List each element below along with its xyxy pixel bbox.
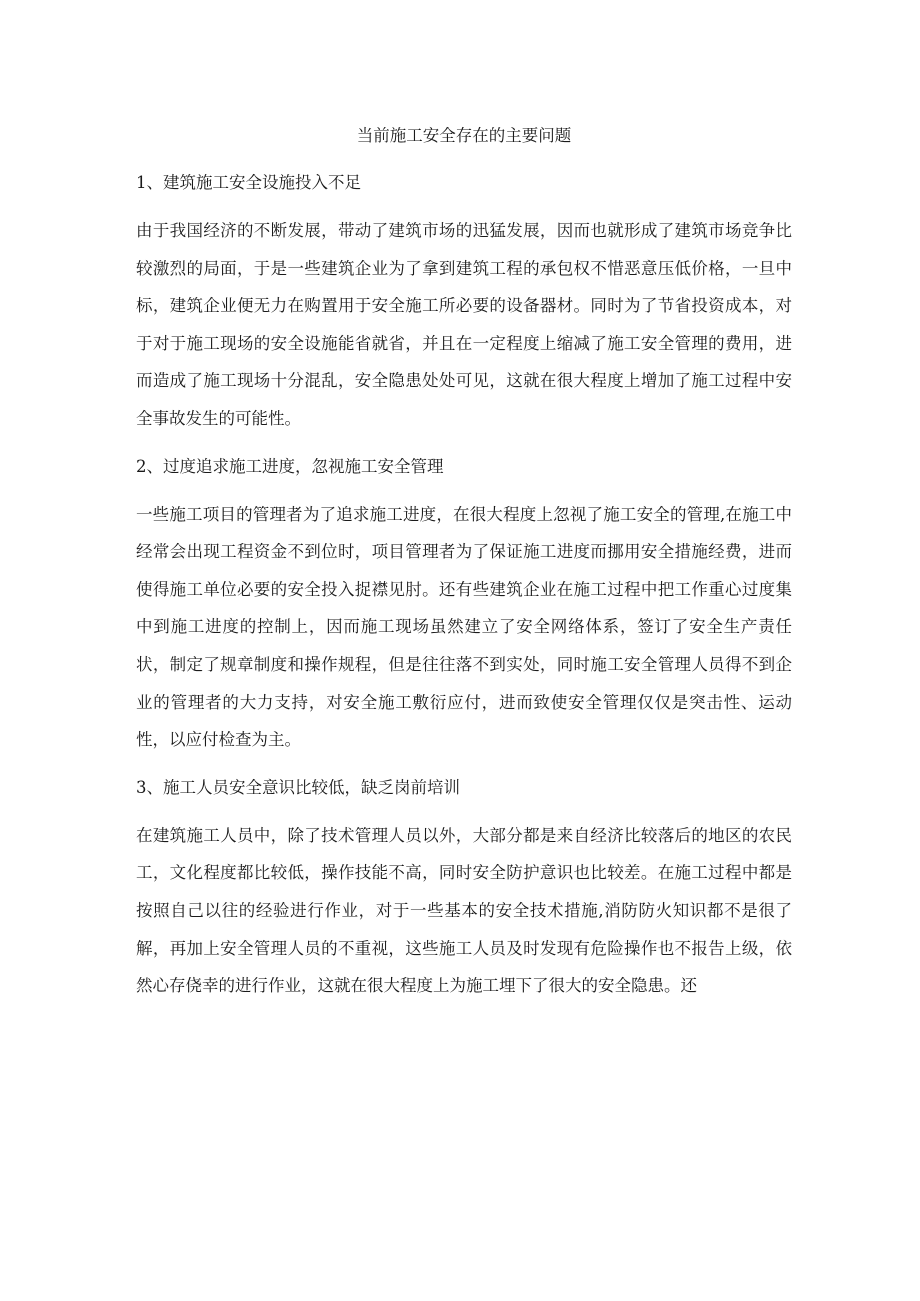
- section-body-1: 由于我国经济的不断发展，带动了建筑市场的迅猛发展，因而也就形成了建筑市场竞争比较激烈的局面，于是一些建筑企业为了拿到建筑工程的承包权不惜恶意压低价格，一旦中标，建筑企业便无力在购置用于安全施工所必要的设备器材。同时为了节省投资成本，对于对于施工现场的安全设施能省就省，并且在一定程度上缩减了施工安全管理的费用，进而造成了施工现场十分混乱，安全隐患处处可见，这就在很大程度上增加了施工过程中安全事故发生的可能性。: [136, 221, 792, 428]
- document-title: 当前施工安全存在的主要问题: [356, 126, 572, 145]
- section-heading-1: 1、建筑施工安全设施投入不足: [136, 173, 361, 192]
- section-body-3: 在建筑施工人员中，除了技术管理人员以外，大部分都是来自经济比较落后的地区的农民工，文化程度都比较低，操作技能不高，同时安全防护意识也比较差。在施工过程中都是按照自己以往的经验进行作业，对于一些基本的安全技术措施,消防防火知识都不是很了解，再加上安全管理人员的不重视，这些施工人员及时发现有危险操作也不报告上级，依然心存侥幸的进行作业，这就在很大程度上为施工埋下了很大的安全隐患。还: [136, 825, 792, 996]
- section-body-2: 一些施工项目的管理者为了追求施工进度，在很大程度上忽视了施工安全的管理,在施工中经常会出现工程资金不到位时，项目管理者为了保证施工进度而挪用安全措施经费，进而使得施工单位必要的安全投入捉襟见肘。还有些建筑企业在施工过程中把工作重心过度集中到施工进度的控制上，因而施工现场虽然建立了安全网络体系，签订了安全生产责任状，制定了规章制度和操作规程，但是往往落不到实处，同时施工安全管理人员得不到企业的管理者的大力支持，对安全施工敷衍应付，进而致使安全管理仅仅是突击性、运动性，以应付检查为主。: [136, 504, 792, 750]
- section-heading-2: 2、过度追求施工进度，忽视施工安全管理: [136, 456, 444, 476]
- document-content: [136, 118, 792, 1005]
- section-heading-3: 3、施工人员安全意识比较低，缺乏岗前培训: [136, 777, 460, 797]
